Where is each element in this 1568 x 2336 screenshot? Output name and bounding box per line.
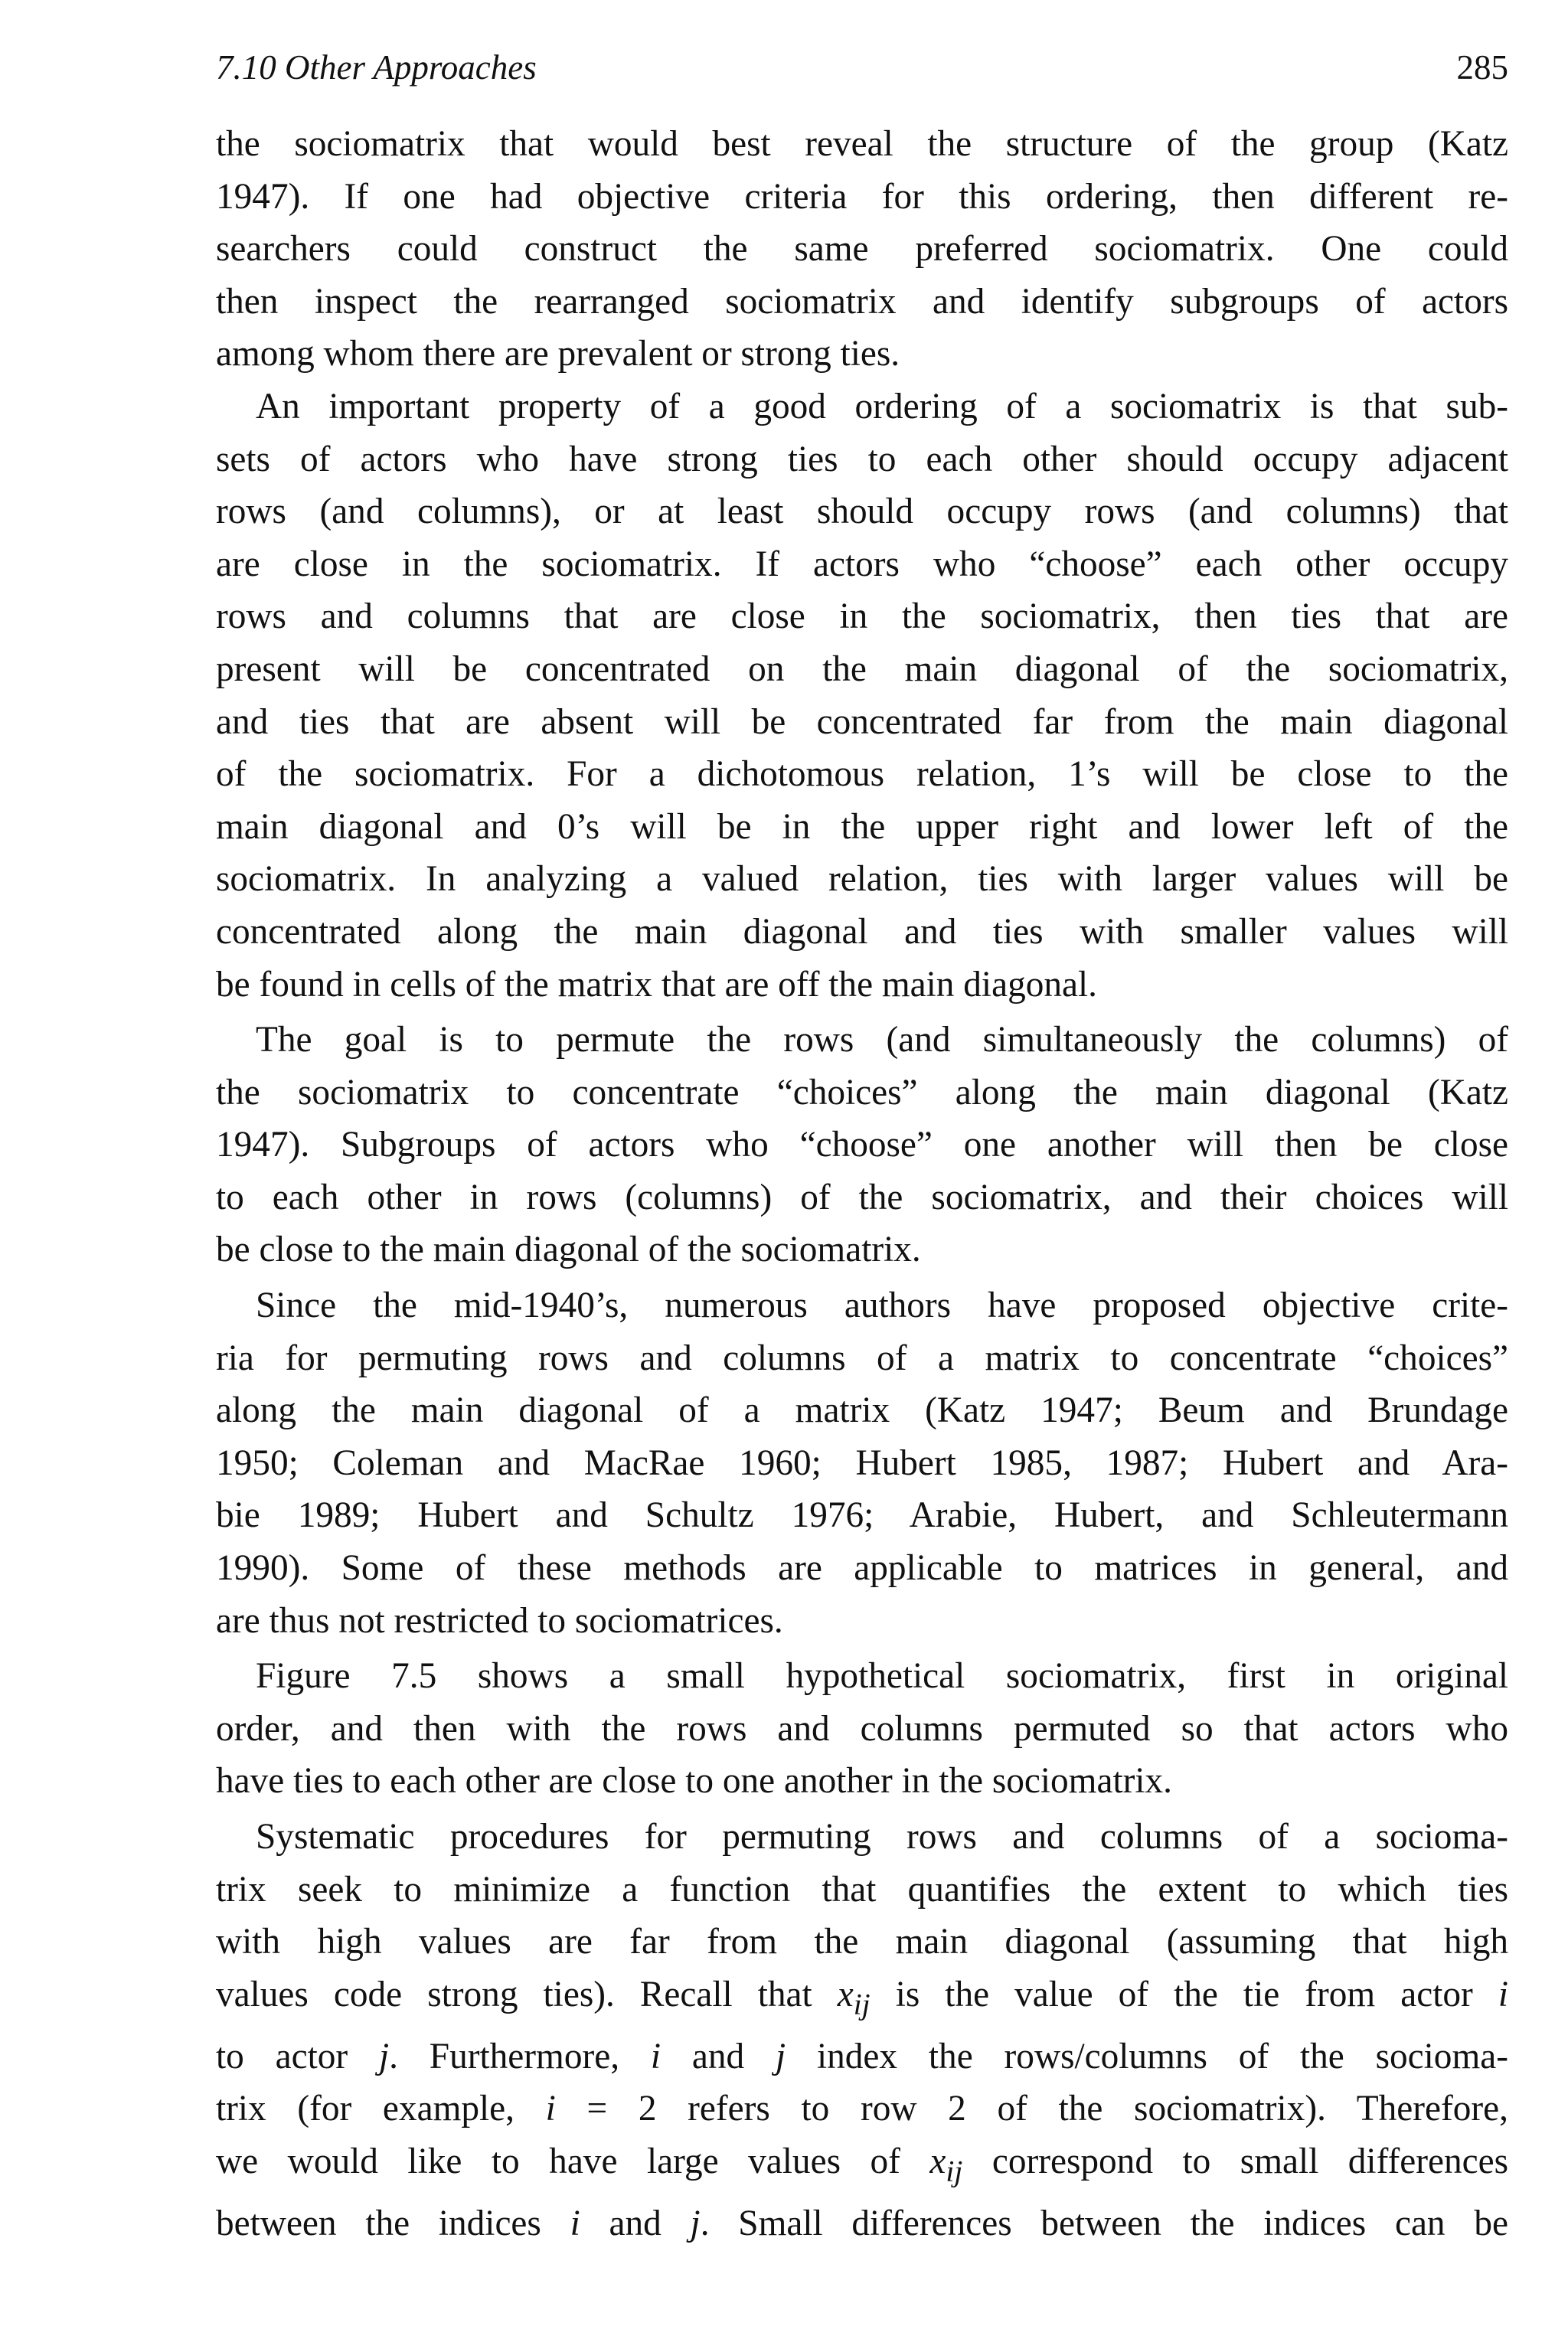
text-line: then inspect the rearranged sociomatrix and identify subgroups of actors — [216, 281, 1508, 322]
text-line: 1947). Subgroups of actors who “choose” one another will then be close — [216, 1125, 1508, 1165]
text-line: Since the mid-1940’s, numerous authors have proposed objective crite- — [256, 1286, 1508, 1326]
text-line: with high values are far from the main diagonal (assuming that high — [216, 1922, 1508, 1962]
text-fragment: we would like to have large values of — [216, 2142, 930, 2182]
math-variable: x — [929, 2142, 946, 2182]
text-line: sociomatrix. In analyzing a valued relation, ties with larger values will be — [216, 859, 1508, 900]
text-fragment: values code strong ties). Recall that — [216, 1974, 838, 2014]
text-line: be found in cells of the matrix that are off the main diagonal. — [216, 964, 1097, 1005]
text-line: the sociomatrix to concentrate “choices” along the main diagonal (Katz — [216, 1072, 1508, 1112]
text-line: 1990). Some of these methods are applicable to matrices in general, and — [216, 1548, 1508, 1589]
math-variable: i — [570, 2204, 580, 2244]
text-line: order, and then with the rows and columns permuted so that actors who — [216, 1708, 1508, 1749]
text-fragment: between the indices — [216, 2204, 570, 2244]
text-line: main diagonal and 0’s will be in the upper right and lower left of the — [216, 806, 1508, 847]
math-variable: x — [837, 1974, 854, 2014]
text-line-with-math — [216, 2197, 1508, 2250]
text-fragment: = 2 — [555, 2089, 657, 2129]
text-line: searchers could construct the same preferred sociomatrix. One could — [216, 229, 1508, 270]
math-variable: i — [1498, 1974, 1508, 2014]
text-fragment: trix (for example, — [216, 2089, 546, 2129]
paragraph-1 — [216, 118, 1508, 381]
text-line: and ties that are absent will be concentrated far from the main diagonal — [216, 701, 1508, 742]
text-fragment: is the value of the tie from actor — [870, 1974, 1498, 2014]
paragraph-5 — [216, 1650, 1508, 1808]
math-variable: i — [650, 2036, 662, 2076]
text-fragment: and — [661, 2036, 776, 2076]
text-line: rows and columns that are close in the sociomatrix, then ties that are — [216, 596, 1508, 637]
text-fragment: correspond to small differences — [962, 2142, 1508, 2182]
text-line: the sociomatrix that would best reveal the structure of the group (Katz — [216, 124, 1508, 164]
text-line: ria for permuting rows and columns of a matrix to concentrate “choices” — [216, 1338, 1508, 1378]
math-subscript: ij — [946, 2154, 963, 2188]
text-line: sets of actors who have strong ties to each other should occupy adjacent — [216, 439, 1508, 479]
text-line: are thus not restricted to sociomatrices. — [216, 1600, 783, 1641]
paragraph-3 — [216, 1014, 1508, 1276]
text-line-with-math — [216, 2083, 1508, 2135]
text-line: An important property of a good ordering of a sociomatrix is that sub- — [256, 386, 1508, 426]
text-line-with-math — [216, 2031, 1508, 2083]
page-number: 285 — [1456, 48, 1508, 87]
math-variable: i — [545, 2089, 556, 2129]
text-fragment: refers to row 2 of the sociomatrix). Therefore, — [656, 2089, 1508, 2129]
paragraph-4 — [216, 1279, 1508, 1647]
math-variable: j — [379, 2036, 390, 2076]
paragraph-6 — [216, 1811, 1508, 2250]
body-text — [216, 118, 1508, 2250]
text-line: along the main diagonal of a matrix (Katz 1947; Beum and Brundage — [216, 1390, 1508, 1431]
text-fragment: and — [580, 2204, 691, 2244]
text-line: be close to the main diagonal of the sociomatrix. — [216, 1230, 921, 1270]
text-fragment: . Small differences between the indices can be — [700, 2204, 1508, 2244]
text-line: 1947). If one had objective criteria for this ordering, then different re- — [216, 176, 1508, 217]
text-line: 1950; Coleman and MacRae 1960; Hubert 1985, 1987; Hubert and Ara- — [216, 1442, 1508, 1483]
running-head: 7.10 Other Approaches — [216, 48, 537, 87]
text-fragment: . Furthermore, — [389, 2036, 651, 2076]
text-line-with-math — [216, 1968, 1508, 2031]
text-line: bie 1989; Hubert and Schultz 1976; Arabie, Hubert, and Schleutermann — [216, 1495, 1508, 1536]
text-line: trix seek to minimize a function that quantifies the extent to which ties — [216, 1869, 1508, 1910]
math-variable: j — [776, 2036, 786, 2076]
math-subscript: ij — [853, 1987, 871, 2021]
text-line: present will be concentrated on the main diagonal of the sociomatrix, — [216, 649, 1508, 689]
page-header — [216, 47, 1508, 101]
text-fragment: index the rows/columns of the socioma- — [786, 2036, 1508, 2076]
text-line: Systematic procedures for permuting rows and columns of a socioma- — [256, 1817, 1508, 1857]
text-line: concentrated along the main diagonal and ties with smaller values will — [216, 911, 1508, 952]
text-line: to each other in rows (columns) of the sociomatrix, and their choices will — [216, 1177, 1508, 1217]
text-line-with-math — [216, 2135, 1508, 2197]
math-variable: j — [690, 2204, 701, 2244]
paragraph-2 — [216, 381, 1508, 1011]
text-line: rows (and columns), or at least should occupy rows (and columns) that — [216, 492, 1508, 532]
text-fragment: to actor — [216, 2036, 379, 2076]
text-line: of the sociomatrix. For a dichotomous relation, 1’s will be close to the — [216, 754, 1508, 795]
text-line: are close in the sociomatrix. If actors who “choose” each other occupy — [216, 544, 1508, 584]
text-line: have ties to each other are close to one another in the sociomatrix. — [216, 1761, 1172, 1802]
text-line: among whom there are prevalent or strong ties. — [216, 334, 900, 374]
text-line: Figure 7.5 shows a small hypothetical sociomatrix, first in original — [256, 1656, 1508, 1697]
text-line: The goal is to permute the rows (and simultaneously the columns) of — [256, 1020, 1508, 1060]
